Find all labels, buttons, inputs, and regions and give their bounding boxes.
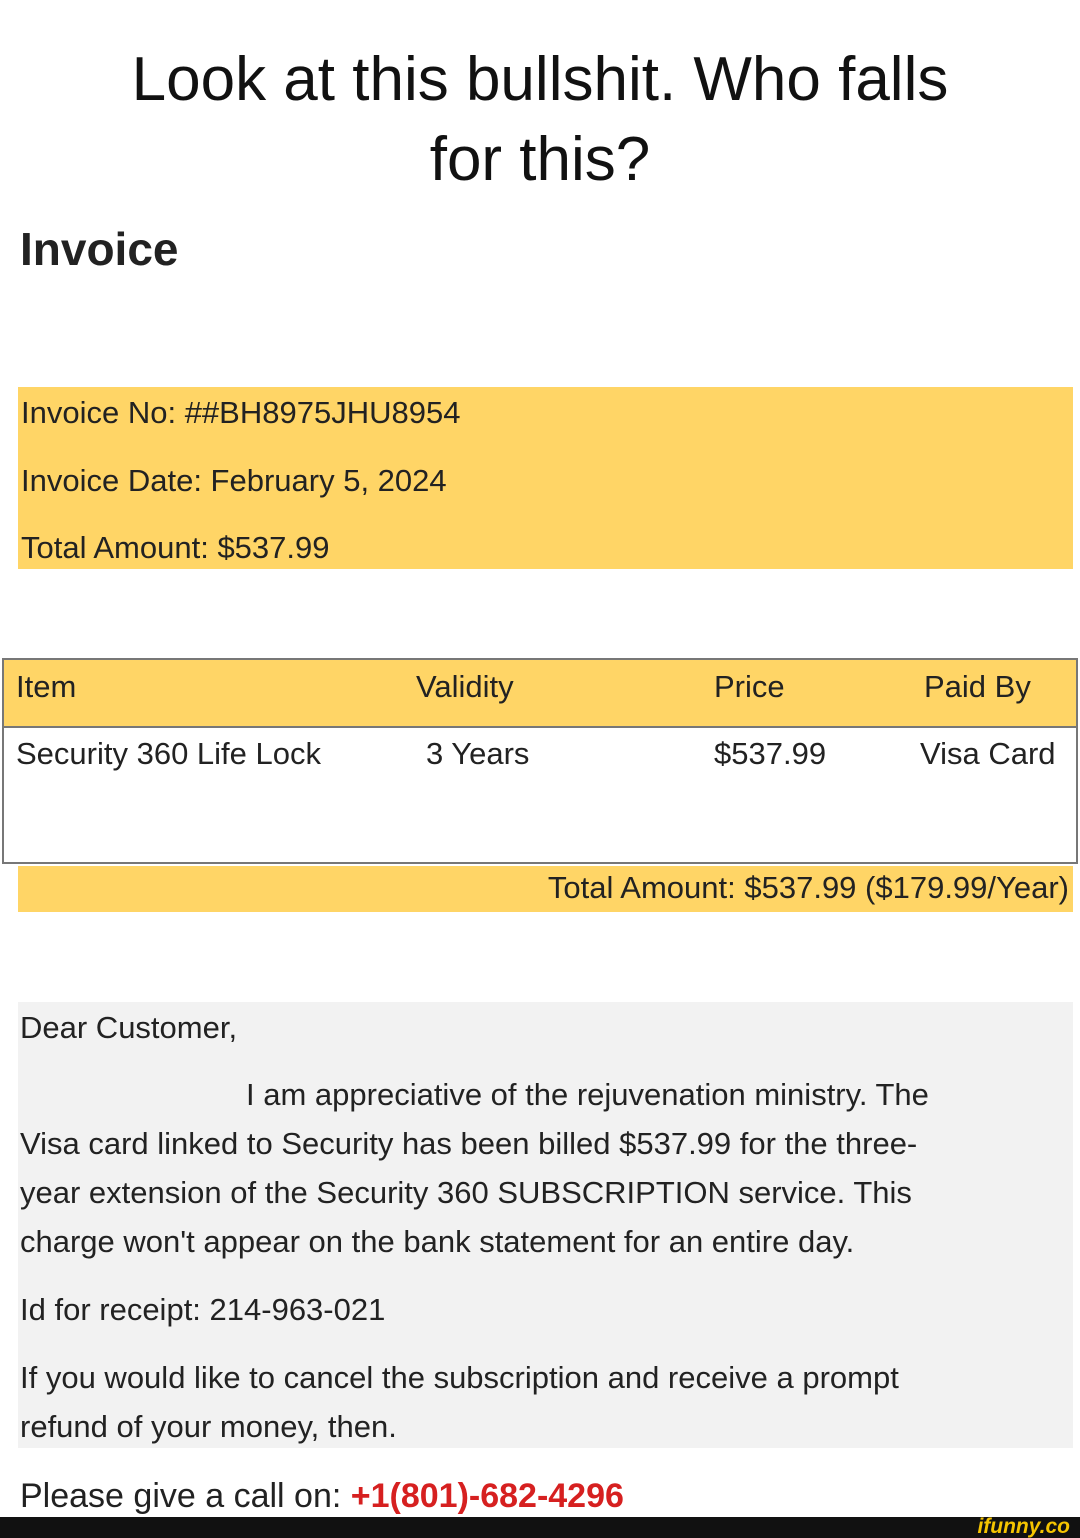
table-total: Total Amount: $537.99 ($179.99/Year) [547,870,1069,905]
row-paid-by: Visa Card [920,736,1056,771]
cancel-line-1: If you would like to cancel the subscription and receive a prompt [20,1360,899,1395]
caption-line-1: Look at this bullshit. Who falls [131,45,949,114]
table-total-bar [18,866,1073,912]
header-paid-by: Paid By [924,669,1031,704]
receipt-id: Id for receipt: 214-963-021 [20,1292,386,1327]
invoice-number: Invoice No: ##BH8975JHU8954 [21,395,461,430]
greeting: Dear Customer, [20,1010,238,1045]
footer-bar [0,1517,1080,1538]
phone-number: +1(801)-682-4296 [350,1477,624,1515]
invoice-date: Invoice Date: February 5, 2024 [21,463,447,498]
header-price: Price [714,669,785,704]
row-item: Security 360 Life Lock [16,736,322,771]
row-price: $537.99 [714,736,827,771]
invoice-total: Total Amount: $537.99 [21,530,330,565]
header-item: Item [16,669,77,704]
row-validity: 3 Years [426,736,530,771]
body-line-1: I am appreciative of the rejuvenation ministry. The [246,1077,929,1112]
ifunny-watermark: ifunny.co [977,1515,1070,1538]
invoice-title: Invoice [20,223,179,275]
body-line-3: year extension of the Security 360 SUBSCRIPTION service. This [20,1175,912,1210]
table-header-row [4,660,1076,728]
invoice-summary [18,387,1073,569]
call-prefix: Please give a call on: [20,1477,351,1515]
body-line-2: Visa card linked to Security has been billed $537.99 for the three- [20,1126,918,1161]
letter-body [18,1002,1073,1448]
body-line-4: charge won't appear on the bank statement for an entire day. [20,1224,855,1259]
invoice-table [2,658,1078,864]
cancel-line-2: refund of your money, then. [20,1409,397,1444]
header-validity: Validity [416,669,514,704]
caption-line-2: for this? [429,125,651,194]
call-line [20,1477,624,1516]
post-caption [0,40,1080,200]
